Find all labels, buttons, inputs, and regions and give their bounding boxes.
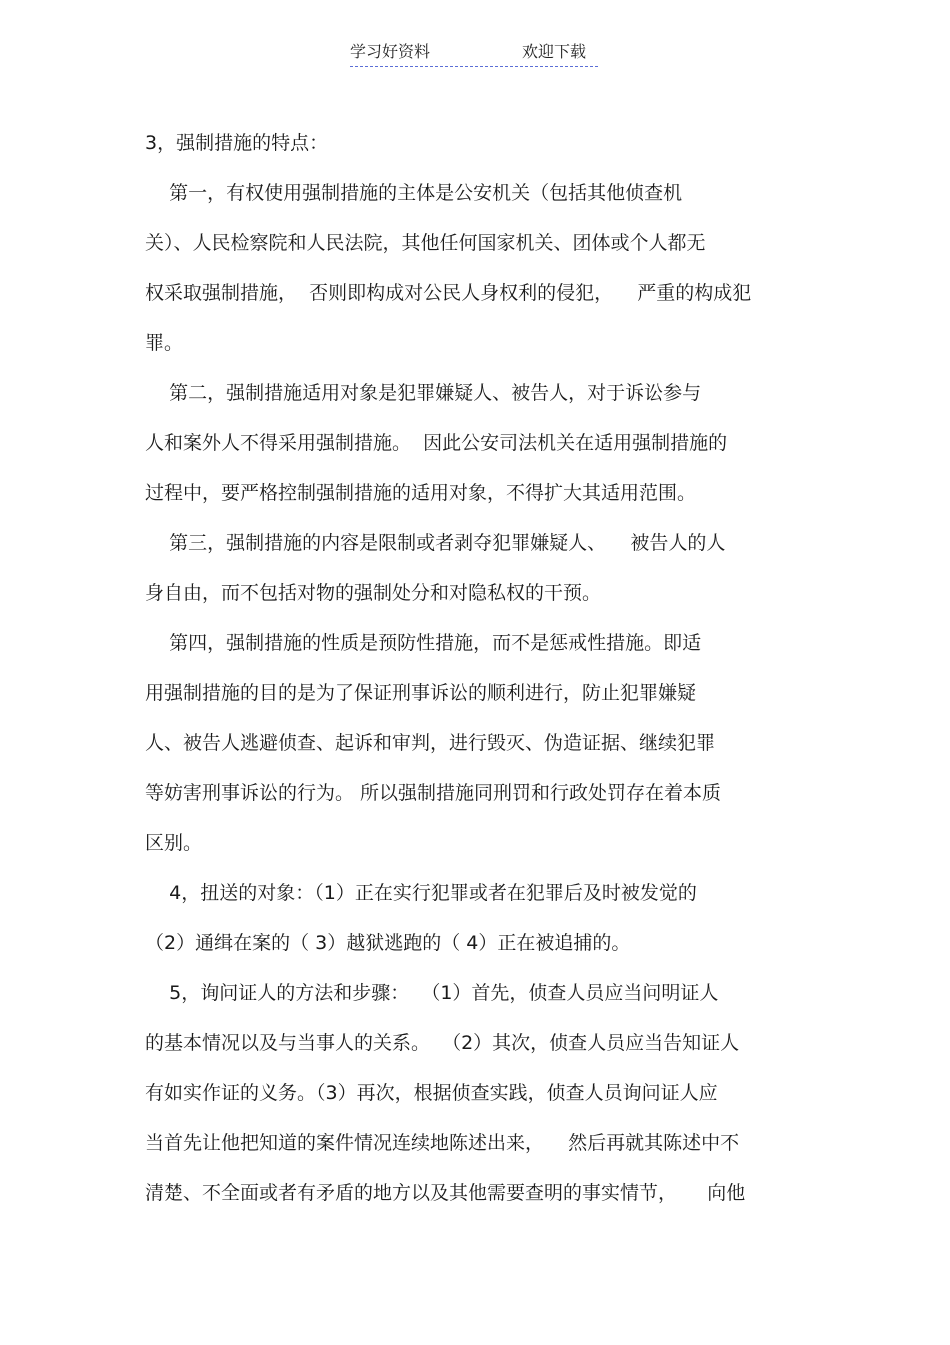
text-line: 第一，有权使用强制措施的主体是公安机关（包括其他侦查机 (145, 182, 683, 204)
header-right-text: 欢迎下载 (522, 42, 587, 61)
text-line: 的基本情况以及与当事人的关系。 （2）其次，侦查人员应当告知证人 (145, 1032, 740, 1054)
text-line: 权采取强制措施， 否则即构成对公民人身权利的侵犯， 严重的构成犯 (145, 282, 752, 304)
page-header (350, 40, 598, 67)
text-line: 第二，强制措施适用对象是犯罪嫌疑人、被告人，对于诉讼参与 (145, 382, 702, 404)
text-line: 第四，强制措施的性质是预防性措施，而不是惩戒性措施。即适 (145, 632, 702, 654)
text-line: 用强制措施的目的是为了保证刑事诉讼的顺利进行，防止犯罪嫌疑 (145, 682, 697, 704)
text-line: 清楚、不全面或者有矛盾的地方以及其他需要查明的事实情节， 向他 (145, 1182, 746, 1204)
header-left-text: 学习好资料 (350, 42, 431, 61)
text-line: 关）、人民检察院和人民法院，其他任何国家机关、团体或个人都无 (145, 232, 706, 254)
text-line: （2）通缉在案的（ 3）越狱逃跑的（ 4）正在被追捕的。 (145, 932, 631, 954)
text-line: 人和案外人不得采用强制措施。 因此公安司法机关在适用强制措施的 (145, 432, 728, 454)
text-line: 4，扭送的对象：（1）正在实行犯罪或者在犯罪后及时被发觉的 (145, 882, 697, 904)
text-line: 身自由，而不包括对物的强制处分和对隐私权的干预。 (145, 582, 602, 604)
text-line: 罪。 (145, 332, 184, 354)
text-line: 5，询问证人的方法和步骤： （1）首先，侦查人员应当问明证人 (145, 982, 719, 1004)
text-line: 第三，强制措施的内容是限制或者剥夺犯罪嫌疑人、 被告人的人 (145, 532, 726, 554)
text-line: 3，强制措施的特点： (145, 132, 329, 154)
text-line: 过程中，要严格控制强制措施的适用对象，不得扩大其适用范围。 (145, 482, 697, 504)
text-line: 有如实作证的义务。（3）再次，根据侦查实践，侦查人员询问证人应 (145, 1082, 718, 1104)
text-line: 等妨害刑事诉讼的行为。 所以强制措施同刑罚和行政处罚存在着本质 (145, 782, 722, 804)
text-line: 当首先让他把知道的案件情况连续地陈述出来， 然后再就其陈述中不 (145, 1132, 740, 1154)
text-line: 人、被告人逃避侦查、起诉和审判，进行毁灭、伪造证据、继续犯罪 (145, 732, 716, 754)
text-line: 区别。 (145, 832, 203, 854)
